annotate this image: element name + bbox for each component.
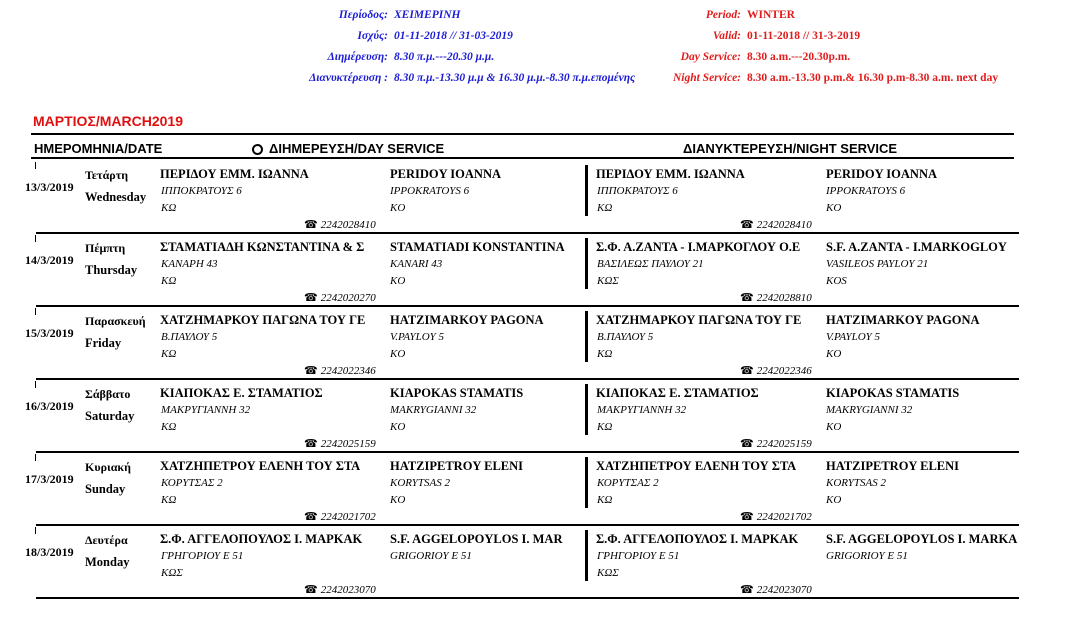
night-pharmacy-name-english: S.F. A.ZANTA - I.MARKOGLOY <box>826 240 1007 254</box>
day-pharmacy-city-english: KO <box>390 348 406 360</box>
phone-icon: ☎ <box>304 292 318 304</box>
day-pharmacy-address-english: MAKRYGIANNI 32 <box>390 404 477 416</box>
day-pharmacy-name-english: KIAPOKAS STAMATIS <box>390 386 524 400</box>
night-pharmacy-city-greek: ΚΩΣ <box>597 567 619 579</box>
day-pharmacy-address-greek: ΙΠΠΟΚΡΑΤΟΥΣ 6 <box>161 185 242 197</box>
greek-day-label: Διημέρευση: <box>327 51 388 63</box>
row-bottom-rule <box>36 451 1019 453</box>
day-pharmacy-name-greek: ΠΕΡΙΔΟΥ ΕΜΜ. ΙΩΑΝΝΑ <box>160 167 309 181</box>
day-pharmacy-city-greek: ΚΩ <box>161 275 177 287</box>
row-weekday-greek: Σάββατο <box>85 387 131 401</box>
phone-icon: ☎ <box>304 438 318 450</box>
table-header-rule <box>31 157 1014 159</box>
day-pharmacy-name-english: STAMATIADI KONSTANTINA <box>390 240 565 254</box>
night-pharmacy-address-english: IPPOKRATOYS 6 <box>826 185 906 197</box>
day-pharmacy-name-english: S.F. AGGELOPOYLOS I. MAR <box>390 532 563 546</box>
night-pharmacy-city-greek: ΚΩ <box>597 202 613 214</box>
phone-icon: ☎ <box>740 219 754 231</box>
greek-period-value: ΧΕΙΜΕΡΙΝΗ <box>394 9 461 21</box>
night-pharmacy-address-greek: ΓΡΗΓΟΡΙΟΥ Ε 51 <box>597 550 680 562</box>
row-weekday-english: Wednesday <box>85 190 147 204</box>
table-row <box>0 167 1072 240</box>
row-left-tick <box>35 162 36 169</box>
night-pharmacy-phone <box>740 583 812 596</box>
day-pharmacy-address-greek: Β.ΠΑΥΛΟΥ 5 <box>161 331 218 343</box>
row-weekday-greek: Κυριακή <box>85 460 131 474</box>
english-night-value: 8.30 a.m.-13.30 p.m.& 16.30 p.m-8.30 a.m. next day <box>747 72 999 84</box>
night-pharmacy-address-english: GRIGORIOY E 51 <box>826 550 908 562</box>
day-pharmacy-city-english: KO <box>390 494 406 506</box>
day-pharmacy-address-english: KANARI 43 <box>390 258 443 270</box>
day-phone-number: 2242022346 <box>320 365 376 377</box>
row-weekday-greek: Δευτέρα <box>85 533 128 547</box>
day-phone-number: 2242021702 <box>320 511 376 523</box>
day-pharmacy-name-greek: Σ.Φ. ΑΓΓΕΛΟΠΟΥΛΟΣ Ι. ΜΑΡΚΑΚ <box>160 532 363 546</box>
column-header-day-service <box>252 141 444 156</box>
row-date: 14/3/2019 <box>25 253 74 267</box>
night-pharmacy-name-greek: ΧΑΤΖΗΠΕΤΡΟΥ ΕΛΕΝΗ ΤΟΥ ΣΤΑ <box>596 459 797 473</box>
english-valid-label: Valid: <box>712 30 741 42</box>
row-bottom-rule <box>36 597 1019 599</box>
night-pharmacy-name-english: KIAPOKAS STAMATIS <box>826 386 960 400</box>
day-pharmacy-city-english: KO <box>390 275 406 287</box>
english-valid-value: 01-11-2018 // 31-3-2019 <box>747 30 861 42</box>
night-phone-number: 2242022346 <box>756 365 812 377</box>
row-date: 18/3/2019 <box>25 545 74 559</box>
phone-icon: ☎ <box>304 584 318 596</box>
night-phone-number: 2242021702 <box>756 511 812 523</box>
row-weekday-english: Thursday <box>85 263 138 277</box>
day-pharmacy-name-greek: ΣΤΑΜΑΤΙΑΔΗ ΚΩΝΣΤΑΝΤΙΝΑ & Σ <box>160 240 365 254</box>
day-phone-number: 2242023070 <box>320 584 376 596</box>
row-bottom-rule <box>36 378 1019 380</box>
day-pharmacy-phone <box>304 291 376 304</box>
day-pharmacy-address-greek: ΚΑΝΑΡΗ 43 <box>161 258 218 270</box>
night-pharmacy-address-english: KORYTSAS 2 <box>826 477 887 489</box>
phone-icon: ☎ <box>740 584 754 596</box>
night-pharmacy-phone <box>740 510 812 523</box>
row-weekday-english: Friday <box>85 336 122 350</box>
english-day-label: Day Service: <box>680 51 741 63</box>
night-pharmacy-name-english: S.F. AGGELOPOYLOS I. MARKA <box>826 532 1018 546</box>
day-pharmacy-address-greek: ΚΟΡΥΤΣΑΣ 2 <box>161 477 223 489</box>
row-left-tick <box>35 454 36 461</box>
column-divider <box>585 530 588 581</box>
day-pharmacy-phone <box>304 437 376 450</box>
day-pharmacy-name-english: PERIDOY IOANNA <box>390 167 501 181</box>
row-left-tick <box>35 381 36 388</box>
day-pharmacy-phone <box>304 583 376 596</box>
table-top-rule <box>31 133 1014 135</box>
day-pharmacy-address-english: KORYTSAS 2 <box>390 477 451 489</box>
day-pharmacy-address-english: V.PAYLOY 5 <box>390 331 445 343</box>
row-weekday-greek: Τετάρτη <box>85 168 129 182</box>
greek-period-label: Περίοδος: <box>338 9 388 21</box>
row-weekday-english: Monday <box>85 555 130 569</box>
day-pharmacy-address-english: IPPOKRATOYS 6 <box>390 185 470 197</box>
greek-night-label: Διανυκτέρευση : <box>309 72 388 84</box>
day-pharmacy-phone <box>304 510 376 523</box>
night-pharmacy-city-greek: ΚΩ <box>597 348 613 360</box>
greek-valid-label: Ισχύς: <box>357 30 388 42</box>
night-pharmacy-city-english: KO <box>826 421 842 433</box>
table-row <box>0 386 1072 459</box>
night-pharmacy-name-greek: Σ.Φ. Α.ΖΑΝΤΑ - Ι.ΜΑΡΚΟΓΛΟΥ Ο.Ε <box>596 240 801 254</box>
row-bottom-rule <box>36 305 1019 307</box>
row-left-tick <box>35 308 36 315</box>
night-pharmacy-name-greek: ΚΙΑΠΟΚΑΣ Ε. ΣΤΑΜΑΤΙΟΣ <box>596 386 759 400</box>
day-pharmacy-address-english: GRIGORIOY E 51 <box>390 550 472 562</box>
phone-icon: ☎ <box>740 438 754 450</box>
night-pharmacy-city-greek: ΚΩ <box>597 421 613 433</box>
column-divider <box>585 457 588 508</box>
column-divider <box>585 238 588 289</box>
night-pharmacy-address-english: V.PAYLOY 5 <box>826 331 881 343</box>
day-phone-number: 2242025159 <box>320 438 376 450</box>
row-left-tick <box>35 527 36 534</box>
phone-icon: ☎ <box>740 292 754 304</box>
day-phone-number: 2242020270 <box>320 292 376 304</box>
night-pharmacy-phone <box>740 218 812 231</box>
night-pharmacy-name-english: HATZIPETROY ELENI <box>826 459 960 473</box>
row-bottom-rule <box>36 232 1019 234</box>
row-weekday-english: Saturday <box>85 409 135 423</box>
night-pharmacy-name-greek: Σ.Φ. ΑΓΓΕΛΟΠΟΥΛΟΣ Ι. ΜΑΡΚΑΚ <box>596 532 799 546</box>
greek-day-value: 8.30 π.μ.---20.30 μ.μ. <box>394 51 495 63</box>
phone-icon: ☎ <box>740 511 754 523</box>
night-pharmacy-city-greek: ΚΩ <box>597 494 613 506</box>
row-weekday-greek: Παρασκευή <box>85 314 146 328</box>
night-phone-number: 2242025159 <box>756 438 812 450</box>
row-date: 16/3/2019 <box>25 399 74 413</box>
column-divider <box>585 384 588 435</box>
night-pharmacy-address-english: VASILEOS PAYLOY 21 <box>826 258 929 270</box>
column-header-date: ΗΜΕΡΟΜΗΝΙΑ/DATE <box>34 141 163 156</box>
table-row <box>0 532 1072 605</box>
night-pharmacy-name-greek: ΠΕΡΙΔΟΥ ΕΜΜ. ΙΩΑΝΝΑ <box>596 167 745 181</box>
night-phone-number: 2242028410 <box>756 219 812 231</box>
night-pharmacy-phone <box>740 291 812 304</box>
row-date: 15/3/2019 <box>25 326 74 340</box>
night-pharmacy-address-greek: Β.ΠΑΥΛΟΥ 5 <box>597 331 654 343</box>
phone-icon: ☎ <box>740 365 754 377</box>
night-pharmacy-name-greek: ΧΑΤΖΗΜΑΡΚΟΥ ΠΑΓΩΝΑ ΤΟΥ ΓΕ <box>596 313 802 327</box>
night-phone-number: 2242023070 <box>756 584 812 596</box>
night-pharmacy-address-greek: ΚΟΡΥΤΣΑΣ 2 <box>597 477 659 489</box>
night-pharmacy-city-english: KO <box>826 494 842 506</box>
night-pharmacy-address-english: MAKRYGIANNI 32 <box>826 404 913 416</box>
day-pharmacy-phone <box>304 364 376 377</box>
phone-icon: ☎ <box>304 219 318 231</box>
night-pharmacy-address-greek: ΒΑΣΙΛΕΩΣ ΠΑΥΛΟΥ 21 <box>597 258 704 270</box>
night-pharmacy-name-english: HATZIMARKOY PAGONA <box>826 313 980 327</box>
english-day-value: 8.30 a.m.---20.30p.m. <box>747 51 851 63</box>
night-pharmacy-name-english: PERIDOY IOANNA <box>826 167 937 181</box>
english-period-value: WINTER <box>747 9 795 21</box>
column-header-night-service: ΔΙΑΝΥΚΤΕΡΕΥΣΗ/NIGHT SERVICE <box>683 141 898 156</box>
night-pharmacy-address-greek: ΙΠΠΟΚΡΑΤΟΥΣ 6 <box>597 185 678 197</box>
night-phone-number: 2242028810 <box>756 292 812 304</box>
day-phone-number: 2242028410 <box>320 219 376 231</box>
day-pharmacy-name-english: HATZIMARKOY PAGONA <box>390 313 544 327</box>
night-pharmacy-phone <box>740 364 812 377</box>
month-title: ΜΑΡΤΙΟΣ/MARCH2019 <box>33 113 183 129</box>
day-pharmacy-name-greek: ΚΙΑΠΟΚΑΣ Ε. ΣΤΑΜΑΤΙΟΣ <box>160 386 323 400</box>
day-pharmacy-city-english: KO <box>390 421 406 433</box>
day-pharmacy-city-greek: ΚΩ <box>161 202 177 214</box>
day-service-label: ΔΙΗΜΕΡΕΥΣΗ/DAY SERVICE <box>269 141 445 156</box>
column-divider <box>585 165 588 216</box>
night-pharmacy-city-english: KOS <box>826 275 847 287</box>
row-weekday-greek: Πέμπτη <box>85 241 126 255</box>
day-pharmacy-city-greek: ΚΩ <box>161 348 177 360</box>
english-period-label: Period: <box>705 9 741 21</box>
phone-icon: ☎ <box>304 511 318 523</box>
circle-icon <box>252 144 263 155</box>
column-divider <box>585 311 588 362</box>
phone-icon: ☎ <box>304 365 318 377</box>
day-pharmacy-name-greek: ΧΑΤΖΗΠΕΤΡΟΥ ΕΛΕΝΗ ΤΟΥ ΣΤΑ <box>160 459 361 473</box>
table-row <box>0 459 1072 532</box>
table-row <box>0 313 1072 386</box>
day-pharmacy-city-english: KO <box>390 202 406 214</box>
day-pharmacy-phone <box>304 218 376 231</box>
greek-valid-value: 01-11-2018 // 31-03-2019 <box>394 30 513 42</box>
row-weekday-english: Sunday <box>85 482 126 496</box>
day-pharmacy-name-greek: ΧΑΤΖΗΜΑΡΚΟΥ ΠΑΓΩΝΑ ΤΟΥ ΓΕ <box>160 313 366 327</box>
day-pharmacy-city-greek: ΚΩΣ <box>161 567 183 579</box>
day-pharmacy-city-greek: ΚΩ <box>161 494 177 506</box>
day-pharmacy-city-greek: ΚΩ <box>161 421 177 433</box>
night-pharmacy-city-english: KO <box>826 348 842 360</box>
table-row <box>0 240 1072 313</box>
night-pharmacy-city-english: KO <box>826 202 842 214</box>
english-night-label: Night Service: <box>672 72 741 84</box>
row-date: 17/3/2019 <box>25 472 74 486</box>
day-pharmacy-name-english: HATZIPETROY ELENI <box>390 459 524 473</box>
night-pharmacy-city-greek: ΚΩΣ <box>597 275 619 287</box>
row-bottom-rule <box>36 524 1019 526</box>
row-date: 13/3/2019 <box>25 180 74 194</box>
night-pharmacy-phone <box>740 437 812 450</box>
row-left-tick <box>35 235 36 242</box>
night-pharmacy-address-greek: ΜΑΚΡΥΓΙΑΝΝΗ 32 <box>597 404 687 416</box>
day-pharmacy-address-greek: ΜΑΚΡΥΓΙΑΝΝΗ 32 <box>161 404 251 416</box>
day-pharmacy-address-greek: ΓΡΗΓΟΡΙΟΥ Ε 51 <box>161 550 244 562</box>
greek-night-value: 8.30 π.μ.-13.30 μ.μ & 16.30 μ.μ.-8.30 π.μ.επομένης <box>394 72 636 84</box>
